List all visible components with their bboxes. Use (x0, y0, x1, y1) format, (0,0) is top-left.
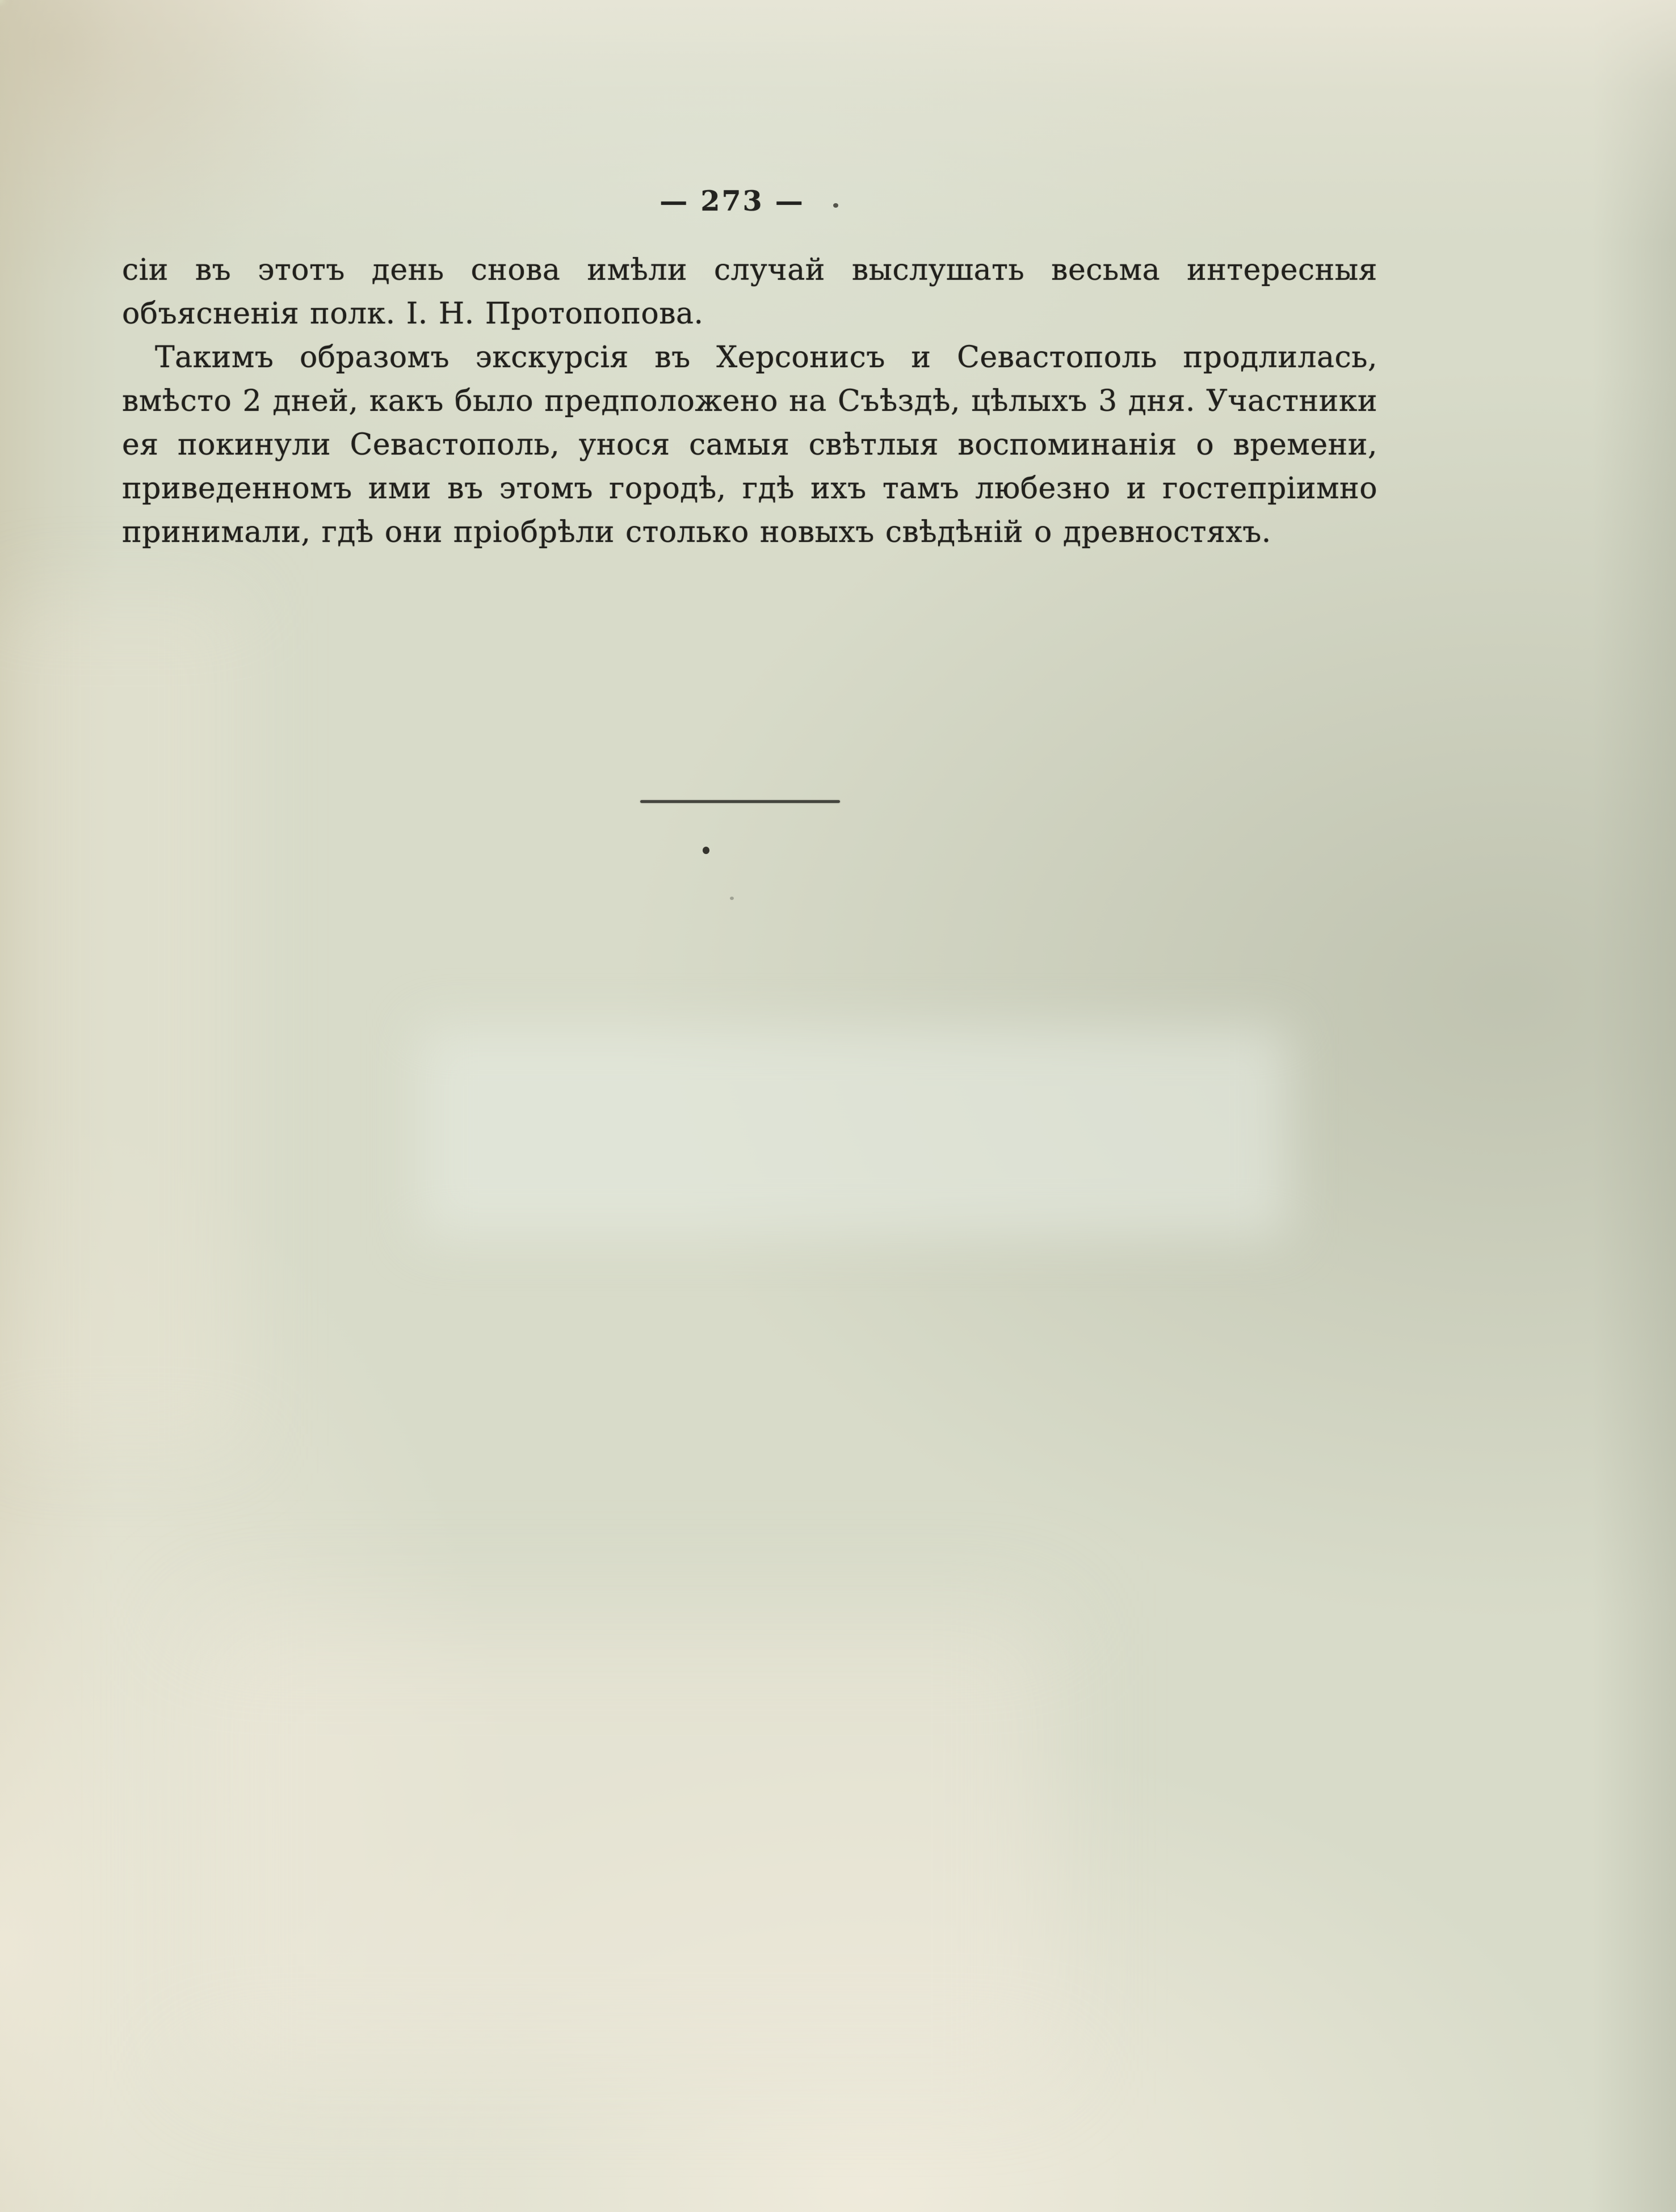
paper-stain (199, 1617, 1050, 2071)
body-text (122, 249, 1377, 554)
section-end-rule (640, 800, 840, 803)
paper-stain (0, 596, 238, 1447)
paper-showthrough-stain (420, 1027, 1288, 1237)
ink-speck (730, 897, 734, 900)
page-number: — 273 — (660, 184, 805, 217)
ink-speck (833, 203, 838, 208)
ink-speck (703, 847, 709, 854)
paragraph-continuation: сіи въ этотъ день снова имѣли случай выслушать весьма интересныя объясненія полк. І. Н. Протопопова. (122, 253, 1377, 331)
paragraph-main: Такимъ образомъ экскурсія въ Херсонисъ и Севастополь продлилась, вмѣсто 2 дней, какъ было предположено на Съѣздѣ, цѣлыхъ 3 дня. Участники ея покинули Севастополь, унося самыя свѣтлыя воспоминанія о времени, приведенномъ ими въ этомъ городѣ, гдѣ ихъ тамъ любезно и гостепріимно принимали, гдѣ они пріобрѣли столько новыхъ свѣдѣній о древностяхъ. (122, 340, 1377, 549)
